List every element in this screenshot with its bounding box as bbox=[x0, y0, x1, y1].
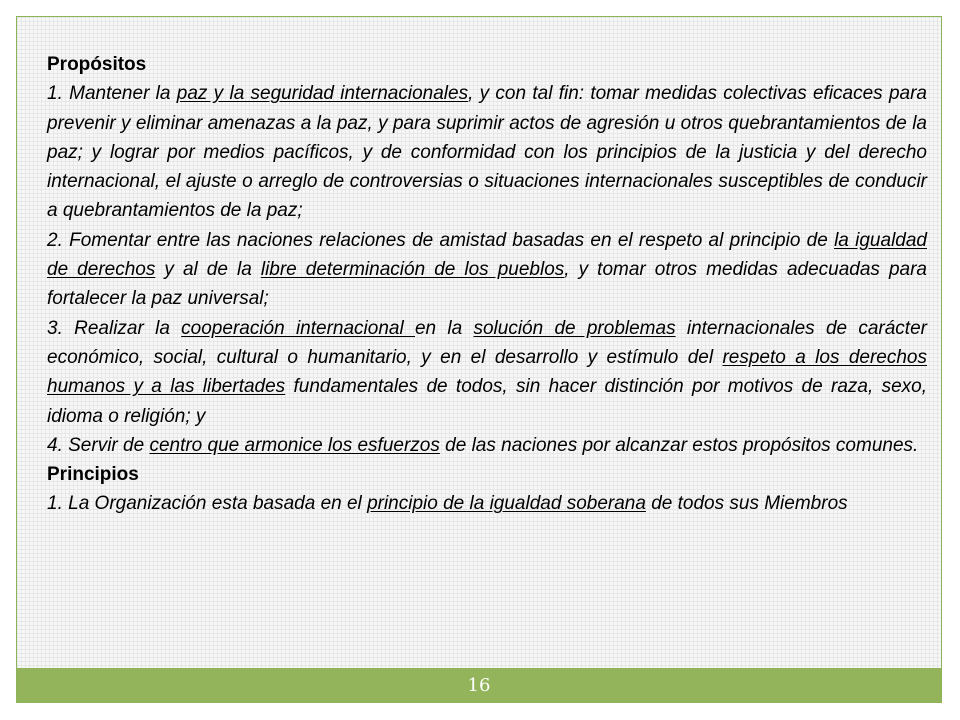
paragraph-proposito-2 bbox=[47, 226, 927, 314]
text-segment: de las naciones por alcanzar estos propósitos comunes. bbox=[439, 434, 919, 456]
text-segment: , y con tal fin: tomar medidas colectivas eficaces para prevenir y eliminar amenazas a la paz, y para suprimir actos de agresión u otros quebrantamientos de la paz; y lograr por medios pacíficos, y de conformidad con los principios de la justicia y del derecho internacional, el ajuste o arreglo de controversias o situaciones internacionales susceptibles de conducir a quebrantamientos de la paz; bbox=[47, 83, 927, 222]
underlined-phrase: solución de problemas bbox=[473, 317, 676, 339]
underlined-phrase: centro que armonice los esfuerzos bbox=[149, 434, 440, 456]
footer-bar bbox=[17, 668, 941, 702]
underlined-phrase: principio de la igualdad soberana bbox=[367, 493, 646, 515]
text-segment: 2. Fomentar entre las naciones relaciones de amistad basadas en el respeto al principio de bbox=[47, 229, 835, 251]
underlined-phrase: la igualdad de derechos bbox=[47, 229, 927, 281]
text-segment: internacionales de carácter económico, social, cultural o humanitario, y en el desarrollo y estímulo del bbox=[47, 317, 927, 368]
text-segment: de todos sus Miembros bbox=[645, 493, 848, 515]
text-segment: 3. Realizar la bbox=[47, 317, 182, 339]
slide-content bbox=[47, 50, 927, 519]
text-segment: en la bbox=[414, 317, 474, 339]
paragraph-proposito-3 bbox=[47, 314, 927, 431]
text-segment: y al de la bbox=[155, 259, 261, 281]
underlined-phrase: paz y la seguridad internacionales bbox=[176, 83, 469, 105]
text-segment: 1. Mantener la bbox=[47, 83, 177, 105]
slide bbox=[16, 16, 942, 703]
paragraph-proposito-1 bbox=[47, 79, 927, 225]
paragraph-proposito-4 bbox=[47, 431, 927, 460]
page-number: 16 bbox=[467, 675, 491, 696]
underlined-phrase: libre determinación de los pueblos bbox=[260, 259, 565, 281]
text-segment: 4. Servir de bbox=[47, 434, 150, 456]
heading-propositos: Propósitos bbox=[47, 54, 147, 75]
text-segment: fundamentales de todos, sin hacer distinción por motivos de raza, sexo, idioma o religión; y bbox=[47, 376, 927, 427]
underlined-phrase: cooperación internacional bbox=[181, 317, 415, 339]
text-segment: , y tomar otros medidas adecuadas para fortalecer la paz universal; bbox=[47, 259, 927, 310]
underlined-phrase: respeto a los derechos humanos y a las libertades bbox=[47, 346, 927, 398]
heading-principios: Principios bbox=[47, 464, 139, 486]
text-segment: 1. La Organización esta basada en el bbox=[47, 493, 368, 515]
paragraph-principio-1 bbox=[47, 489, 927, 518]
